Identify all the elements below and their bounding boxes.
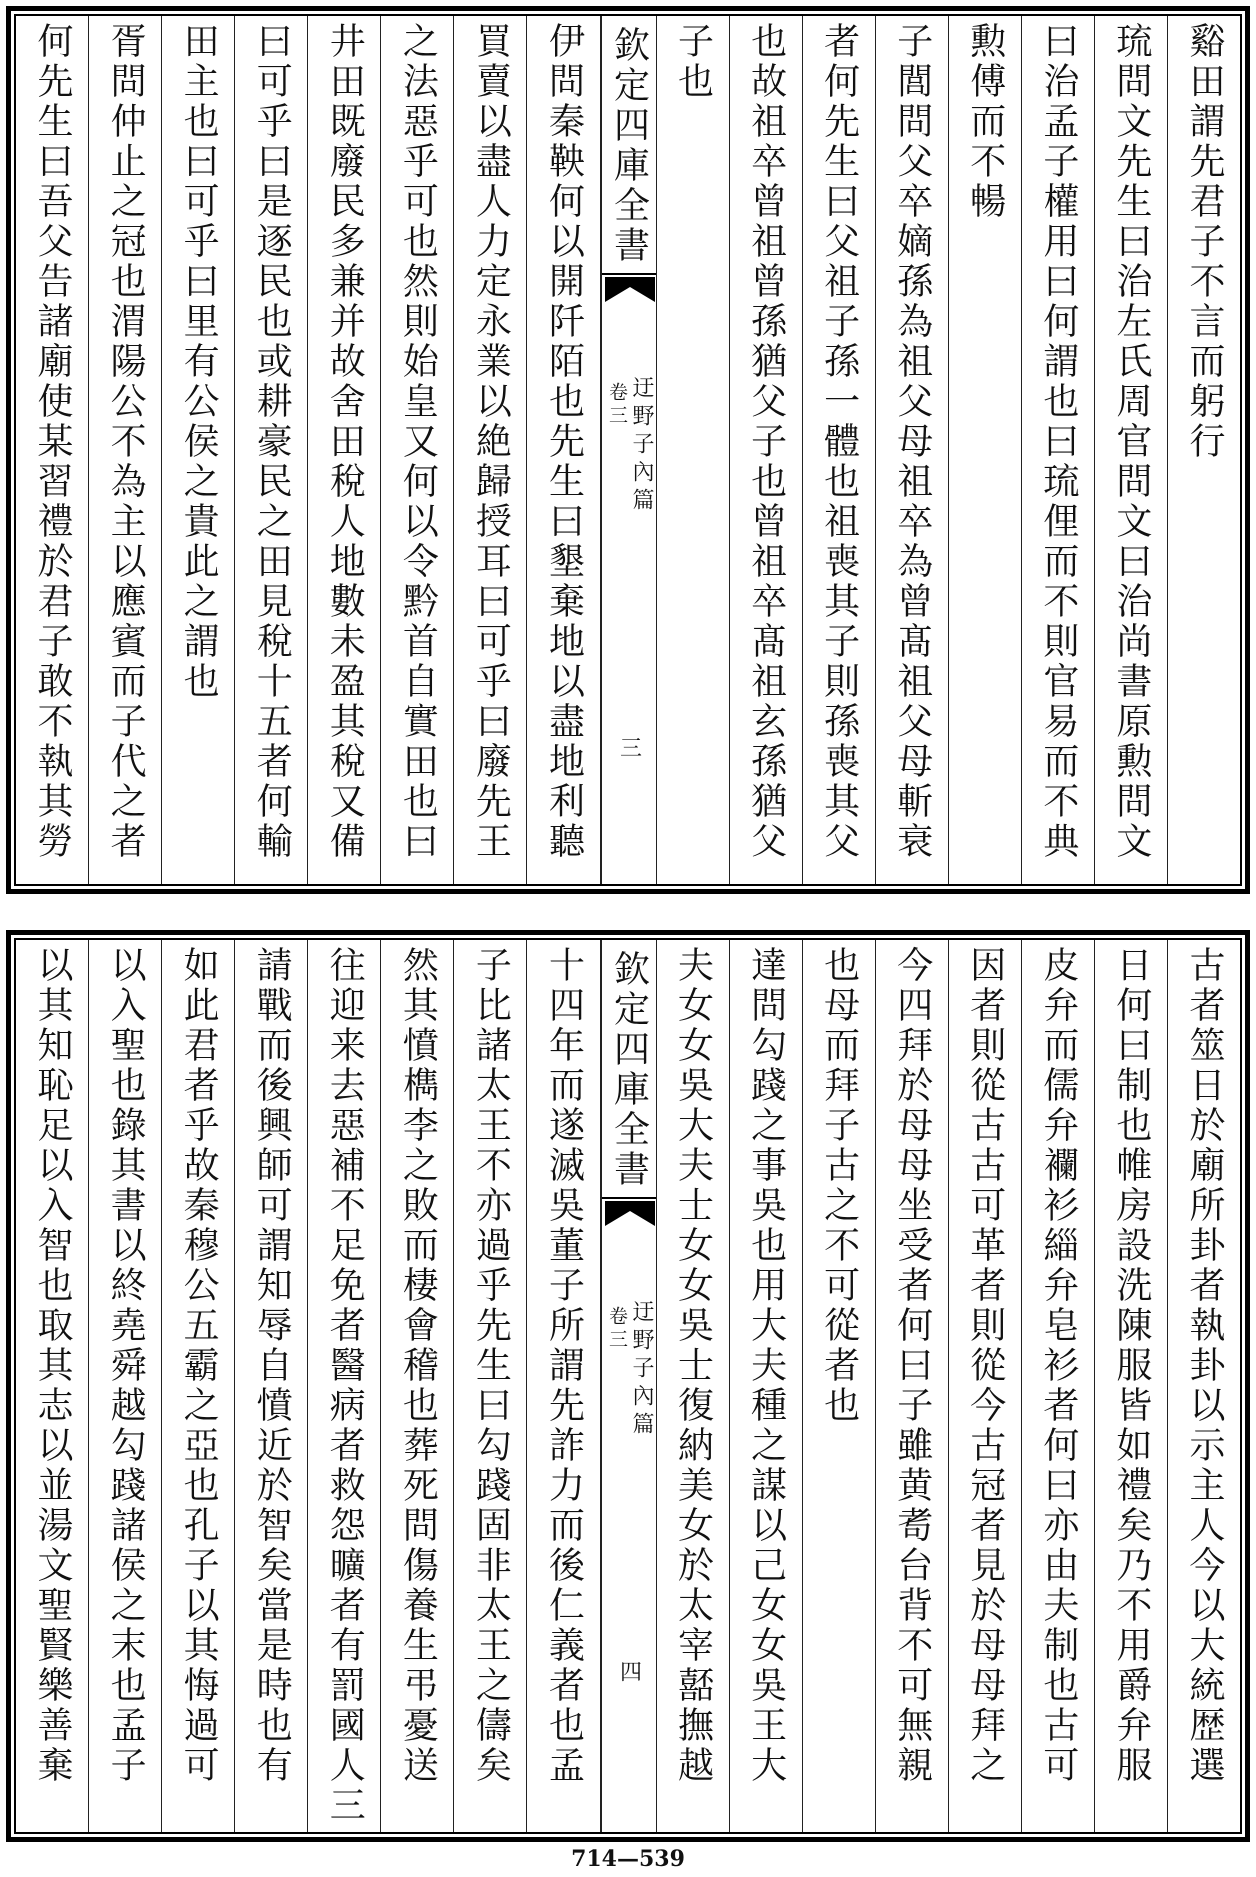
column-text: 田主也曰可乎曰里有公侯之貴此之謂也 (178, 22, 220, 702)
text-column (657, 940, 730, 1832)
column-text: 子閭問父卒嫡孫為祖父母祖卒為曾髙祖父母斬衰 (891, 22, 933, 862)
banner-book-info (602, 1300, 657, 1440)
text-column (308, 940, 381, 1832)
text-column (1168, 16, 1240, 884)
column-text: 夫女女吳大夫士女女吳士復納美女於太宰嚭撫越 (672, 946, 714, 1786)
text-column (803, 940, 876, 1832)
banner-volume: 卷三 (606, 1306, 628, 1352)
banner-column (601, 940, 657, 1832)
page-panel-bottom (6, 930, 1250, 1842)
page-panel-top (6, 6, 1250, 894)
fishtail-icon (602, 272, 657, 304)
column-text: 達問勾踐之事吳也用大夫種之謀以己女女吳王大 (745, 946, 787, 1786)
column-text: 之法惡乎可也然則始皇又何以令黔首自實田也曰 (397, 22, 439, 862)
column-text: 日何曰制也帷房設洗陳服皆如禮矣乃不用爵弁服 (1110, 946, 1152, 1786)
text-column (876, 16, 949, 884)
banner-book-title: 迂野子內篇 (629, 1300, 654, 1440)
column-text: 也母而拜子古之不可從者也 (818, 946, 860, 1426)
text-column (527, 940, 600, 1832)
banner-page-number: 四 (616, 1660, 642, 1682)
text-column (730, 16, 803, 884)
text-column (89, 16, 162, 884)
column-text: 因者則從古古可革者則從今古冠者見於母母拜之 (964, 946, 1006, 1786)
banner-page-number: 三 (616, 736, 642, 758)
column-text: 然其憤檇李之敗而棲會稽也葬死問傷養生弔憂送 (397, 946, 439, 1786)
column-text: 曰可乎曰是逐民也或耕豪民之田見稅十五者何輸 (251, 22, 293, 862)
text-column (1095, 940, 1168, 1832)
text-column (381, 940, 454, 1832)
column-text: 勲傅而不暢 (964, 22, 1006, 222)
text-column (1095, 16, 1168, 884)
column-text: 者何先生曰父祖子孫一體也祖喪其子則孫喪其父 (818, 22, 860, 862)
column-text: 以入聖也錄其書以終堯舜越勾踐諸侯之末也孟子 (105, 946, 147, 1786)
text-column (235, 16, 308, 884)
text-column (949, 16, 1022, 884)
text-column (803, 16, 876, 884)
text-column (657, 16, 730, 884)
page-code: 714—539 (571, 1846, 685, 1872)
banner-column (601, 16, 657, 884)
banner-book-info (602, 376, 657, 516)
text-column (1022, 16, 1095, 884)
text-column (16, 940, 89, 1832)
page-frame (14, 938, 1242, 1834)
column-text: 子比諸太王不亦過乎先生曰勾踐固非太王之儔矣 (470, 946, 512, 1786)
column-text: 也故祖卒曾祖曾孫猶父子也曾祖卒髙祖玄孫猶父 (745, 22, 787, 862)
column-text: 古者筮日於廟所卦者執卦以示主人今以大統歴選 (1183, 946, 1225, 1786)
column-text: 今四拜於母母坐受者何曰子雖黄耉台背不可無親 (891, 946, 933, 1786)
text-column (162, 16, 235, 884)
text-column (1022, 940, 1095, 1832)
column-text: 皮弁而儒弁襴衫緇弁皂衫者何曰亦由夫制也古可 (1037, 946, 1079, 1786)
text-column (730, 940, 803, 1832)
page-frame (14, 14, 1242, 886)
column-text: 琉問文先生曰治左氏周官問文曰治尚書原勲問文 (1110, 22, 1152, 862)
banner-title: 欽定四庫全書 (608, 26, 650, 266)
column-text: 谿田謂先君子不言而躬行 (1183, 22, 1225, 462)
column-text: 以其知恥足以入智也取其志以並湯文聖賢樂善棄 (32, 946, 74, 1786)
text-column (949, 940, 1022, 1832)
column-text: 胥問仲止之冠也渭陽公不為主以應賓而子代之者 (105, 22, 147, 862)
column-text: 何先生曰吾父告諸廟使某習禮於君子敢不執其勞 (32, 22, 74, 862)
column-text: 曰治孟子權用曰何謂也曰琉俚而不則官易而不典 (1037, 22, 1079, 862)
column-text: 井田既廢民多兼并故舍田稅人地數未盈其稅又備 (324, 22, 366, 862)
text-column (527, 16, 600, 884)
text-column (308, 16, 381, 884)
column-text: 子也 (672, 22, 714, 102)
text-column (1168, 940, 1240, 1832)
column-text: 往迎来去惡補不足免者醫病者救怨曠者有罰國人三 (324, 946, 366, 1826)
text-column (235, 940, 308, 1832)
text-column (89, 940, 162, 1832)
banner-title: 欽定四庫全書 (608, 950, 650, 1190)
column-text: 買賣以盡人力定永業以絶歸授耳曰可乎曰廢先王 (470, 22, 512, 862)
text-column (381, 16, 454, 884)
column-text: 如此君者乎故秦穆公五霸之亞也孔子以其悔過可 (178, 946, 220, 1786)
column-text: 十四年而遂滅吳董子所謂先詐力而後仁義者也孟 (543, 946, 585, 1786)
text-column (454, 940, 527, 1832)
text-column (876, 940, 949, 1832)
column-text: 伊問秦鞅何以開阡陌也先生曰墾棄地以盡地利聽 (543, 22, 585, 862)
banner-volume: 卷三 (606, 382, 628, 428)
text-column (162, 940, 235, 1832)
column-text: 請戰而後興師可謂知辱自憤近於智矣當是時也有 (251, 946, 293, 1786)
fishtail-icon (602, 1196, 657, 1228)
banner-book-title: 迂野子內篇 (629, 376, 654, 516)
text-column (454, 16, 527, 884)
text-column (16, 16, 89, 884)
